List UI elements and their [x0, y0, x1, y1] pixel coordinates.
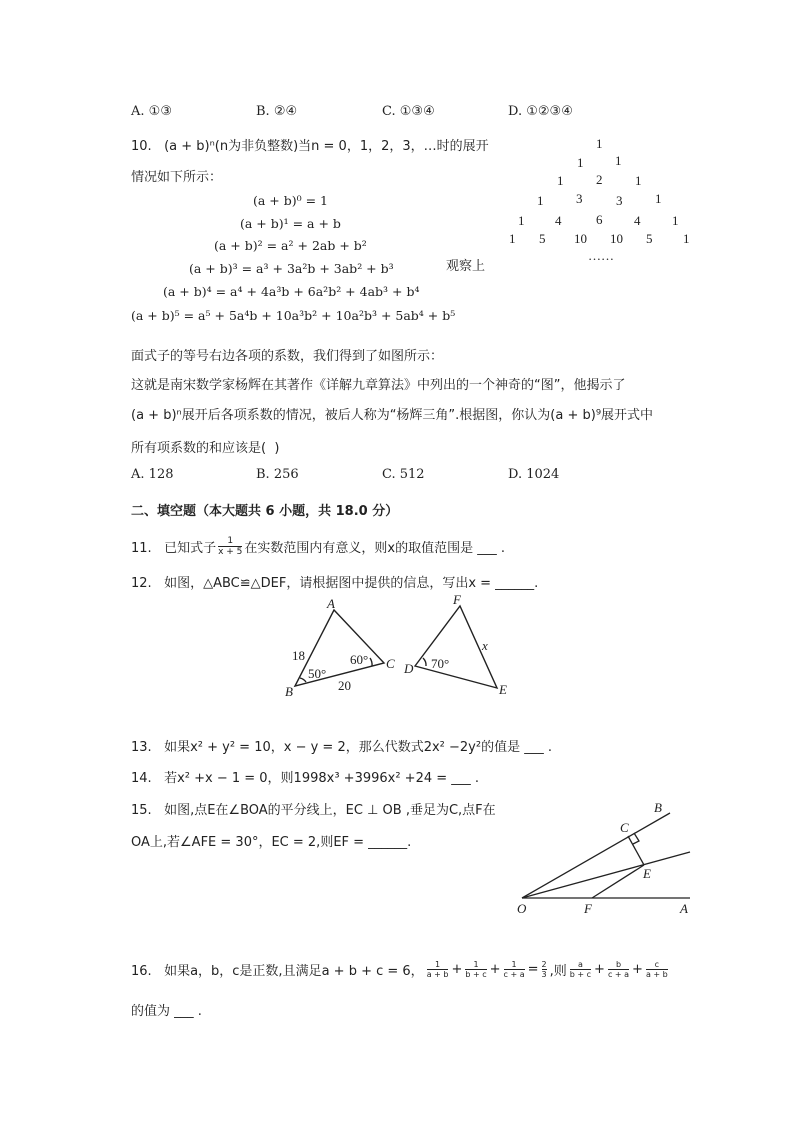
question-12: 12. 如图，△ABC≌△DEF，请根据图中提供的信息，写出x = ______. [131, 576, 539, 591]
formula-3: (a + b)³ = a³ + 3a²b + 3ab² + b³ [189, 261, 394, 276]
q10-line1: 10. (a + b)ⁿ(n为非负整数)当n = 0，1，2，3，…时的展开 [131, 139, 489, 154]
q11-fraction: 1 x + 5 [218, 536, 243, 557]
formula-2: (a + b)² = a² + 2ab + b² [214, 238, 367, 253]
tri-r4-2: 6 [596, 212, 603, 227]
label-angle-c: 60° [350, 652, 369, 667]
q10-option-a: A. 128 [131, 467, 174, 482]
q11-post: 在实数范围内有意义，则x的取值范围是 ___ . [244, 541, 505, 556]
formula-1: (a + b)¹ = a + b [240, 216, 341, 231]
question-11 [131, 536, 505, 557]
tri-r5-1: 5 [539, 231, 546, 246]
tri-r4-3: 4 [634, 213, 641, 228]
formula-4: (a + b)⁴ = a⁴ + 4a³b + 6a²b² + 4ab³ + b⁴ [163, 284, 420, 299]
tri-r5-5: 1 [683, 231, 690, 246]
tri-r3-0: 1 [537, 193, 544, 208]
tri-r2-1: 2 [596, 172, 603, 187]
q10-line2: 情况如下所示： [131, 170, 223, 185]
label-b: B [654, 800, 662, 815]
tri-r5-0: 1 [509, 231, 516, 246]
q10-option-d: D. 1024 [508, 467, 560, 482]
observe-text: 观察上 [446, 259, 486, 274]
label-c: C [620, 820, 629, 835]
q15-line1: 15. 如图,点E在∠BOA的平分线上，EC ⊥ OB ,垂足为C,点F在 [131, 803, 496, 818]
tri-r4-0: 1 [518, 213, 525, 228]
q16-frac-2: $\frac{1}{b + c}$ [465, 960, 487, 979]
tri-r1-0: 1 [577, 155, 584, 170]
tri-r3-2: 3 [616, 193, 623, 208]
q10-para3: (a + b)ⁿ展开后各项系数的情况，被后人称为“杨辉三角”.根据图，你认为(a + b)⁹展开式中 [131, 408, 654, 423]
tri-r3-3: 1 [655, 191, 662, 206]
label-angle-b: 50° [308, 666, 327, 681]
label-c: C [386, 656, 395, 671]
q16-line2: 的值为 ___ . [131, 1004, 202, 1019]
tri-ellipsis: …… [588, 248, 614, 263]
right-angle-mark [633, 833, 639, 844]
tri-r2-0: 1 [557, 173, 564, 188]
q16-frac-result: $\frac{2}{3}$ [541, 960, 547, 979]
q10-para4: 所有项系数的和应该是( ) [131, 441, 280, 456]
q10-option-c: C. 512 [382, 467, 425, 482]
section-heading: 二、填空题（本大题共 6 小题，共 18.0 分） [131, 504, 399, 519]
label-f: F [584, 901, 592, 916]
label-d: D [404, 661, 414, 676]
tri-r4-4: 1 [672, 213, 679, 228]
label-a: A [680, 901, 688, 916]
q9-option-b: B. ②④ [256, 104, 298, 119]
tri-r3-1: 3 [576, 191, 583, 206]
q16-frac-3: $\frac{1}{c + a}$ [503, 960, 525, 979]
question-16: 16. 如果a，b，c是正数,且满足a + b + c = 6， 1 a + b + $\frac{1}{b + c}$ + $\frac{1}{c + a}$ = $\frac{2}{3}$ ,则 a b + c + $\frac{b}{c + a}$ + $\frac{c}{a + b}$ [131, 960, 668, 979]
label-side-20: 20 [338, 678, 351, 693]
question-14: 14. 若x² +x − 1 = 0，则1998x³ +3996x² +24 = ___ . [131, 771, 480, 786]
tri-r0-0: 1 [596, 136, 603, 151]
label-angle-d: 70° [431, 656, 450, 671]
q9-option-d: D. ①②③④ [508, 104, 573, 119]
q16-frac-6: $\frac{c}{a + b}$ [645, 960, 668, 979]
q10-para1: 面式子的等号右边各项的系数，我们得到了如图所示： [131, 349, 444, 364]
q16-frac-4: a b + c [569, 960, 592, 979]
tri-r2-2: 1 [635, 173, 642, 188]
q15-angle-figure [508, 796, 708, 926]
question-13: 13. 如果x² + y² = 10，x − y = 2，那么代数式2x² −2y²的值是 ___ . [131, 740, 552, 755]
label-b: B [285, 684, 293, 699]
q9-option-a: A. ①③ [131, 104, 172, 119]
label-e: E [499, 682, 507, 697]
segment-fe [592, 865, 644, 898]
q10-para2: 这就是南宋数学家杨辉在其著作《详解九章算法》中列出的一个神奇的“图”，他揭示了 [131, 378, 626, 393]
label-o: O [517, 901, 527, 916]
formula-5: (a + b)⁵ = a⁵ + 5a⁴b + 10a³b² + 10a²b³ + 5ab⁴ + b⁵ [131, 308, 456, 323]
tri-r5-2: 10 [574, 231, 587, 246]
formula-0: (a + b)⁰ = 1 [253, 193, 329, 208]
segment-ce [628, 836, 644, 865]
q9-option-c: C. ①③④ [382, 104, 435, 119]
label-side-18: 18 [292, 648, 305, 663]
q12-triangles-figure [280, 592, 540, 702]
tri-r5-4: 5 [646, 231, 653, 246]
ray-ob [522, 813, 670, 898]
tri-r5-3: 10 [610, 231, 623, 246]
label-a: A [327, 596, 335, 611]
q10-option-b: B. 256 [256, 467, 299, 482]
tri-r1-1: 1 [615, 153, 622, 168]
tri-r4-1: 4 [555, 213, 562, 228]
label-x: x [482, 638, 488, 653]
q16-frac-5: $\frac{b}{c + a}$ [607, 960, 630, 979]
q11-pre: 11. 已知式子 [131, 541, 217, 556]
ray-oe [522, 852, 690, 898]
label-f: F [453, 592, 461, 607]
label-e: E [643, 866, 651, 881]
q16-frac-1: 1 a + b [426, 960, 449, 979]
q15-line2: OA上,若∠AFE = 30°，EC = 2,则EF = ______. [131, 835, 412, 850]
